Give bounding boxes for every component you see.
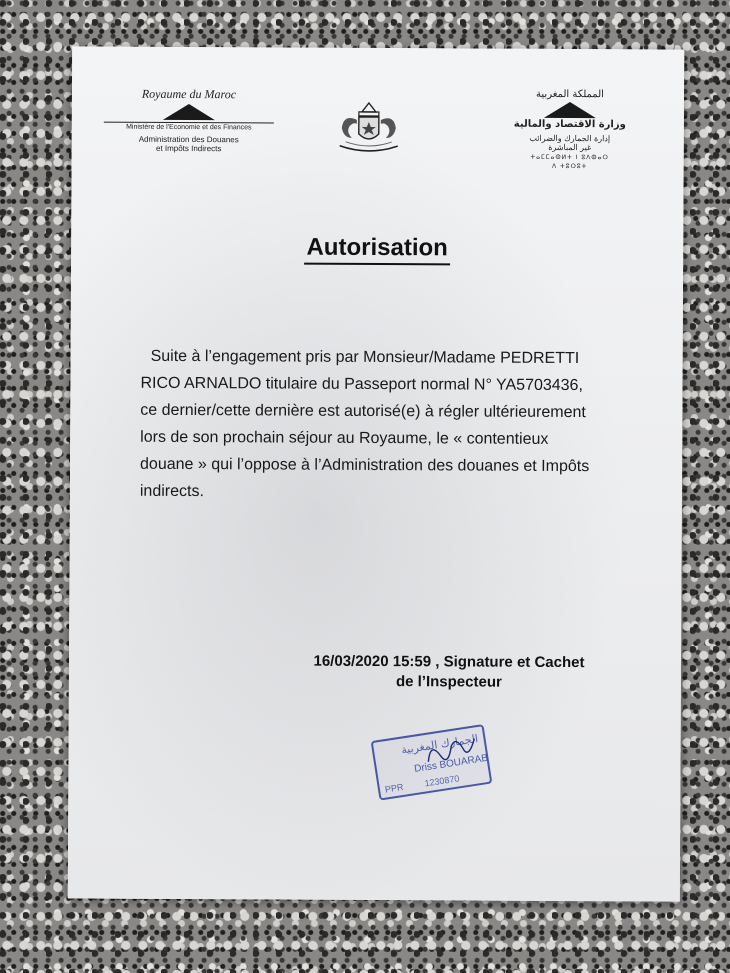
tifinagh-label-line-2: ⴷ ⵜⵓⵔⵓⵜ <box>552 162 588 171</box>
kingdom-label-fr: Royaume du Maroc <box>141 86 237 102</box>
administration-ar-line-1: إدارة الجمارك والضرائب <box>529 133 611 144</box>
coat-of-arms-icon <box>332 98 406 158</box>
stamp-name-text: Driss BOUARAB <box>413 752 489 775</box>
document-title-wrap <box>71 232 683 263</box>
document-title: Autorisation <box>304 234 449 266</box>
administration-line-1: Administration des Douanes <box>138 134 239 145</box>
paragraph-line-6: indirects. <box>139 482 204 501</box>
ministry-label-fr: Ministère de l'Economie et des Finances <box>104 122 274 132</box>
authorization-paragraph <box>140 343 641 508</box>
paragraph-line-3: ce dernier/cette dernière est autorisé(e) à régler ultérieurement <box>140 401 586 422</box>
stamp-ppr-label: PPR <box>384 781 405 795</box>
administration-line-2: et Impôts Indirects <box>155 143 222 154</box>
header-right-arabic <box>490 89 650 171</box>
ministry-label-ar: وزارة الاقتصاد والمالية <box>513 118 626 131</box>
tifinagh-label-line-1: ⵜⴰⵎⵎⴰⵀⵍⵜ ⵏ ⵓⴷⵀⴰⵔ <box>530 153 609 162</box>
signature-inspector-line: de l’Inspecteur <box>395 673 502 691</box>
ministry-logo-ar-icon <box>544 102 596 118</box>
stamp-ppr-value: 1230870 <box>423 773 461 789</box>
ministry-logo-icon <box>163 104 215 120</box>
customs-stamp <box>369 723 493 802</box>
paragraph-line-5: douane » qui l’oppose à l’Administration des douanes et Impôts <box>140 455 590 476</box>
document-sheet <box>68 46 684 901</box>
signature-date-line: 16/03/2020 15:59 , Signature et Cachet <box>313 652 585 672</box>
signature-block <box>279 651 619 693</box>
administration-label-ar <box>490 134 650 153</box>
header-left-french <box>104 87 274 154</box>
paragraph-line-4: lors de son prochain séjour au Royaume, le « contentieux <box>140 428 549 448</box>
administration-label-fr <box>104 135 274 154</box>
paragraph-line <box>141 343 641 373</box>
administration-ar-line-2: غير المباشرة <box>548 142 592 153</box>
paragraph-line-1: Suite à l’engagement pris par Monsieur/Madame PEDRETTI <box>150 347 580 368</box>
kingdom-label-ar: المملكة المغربية <box>536 88 604 101</box>
paragraph-line-2: RICO ARNALDO titulaire du Passeport normal N° YA5703436, <box>140 374 583 395</box>
stamp-arabic-text: الجمارك المغربية <box>400 732 479 757</box>
